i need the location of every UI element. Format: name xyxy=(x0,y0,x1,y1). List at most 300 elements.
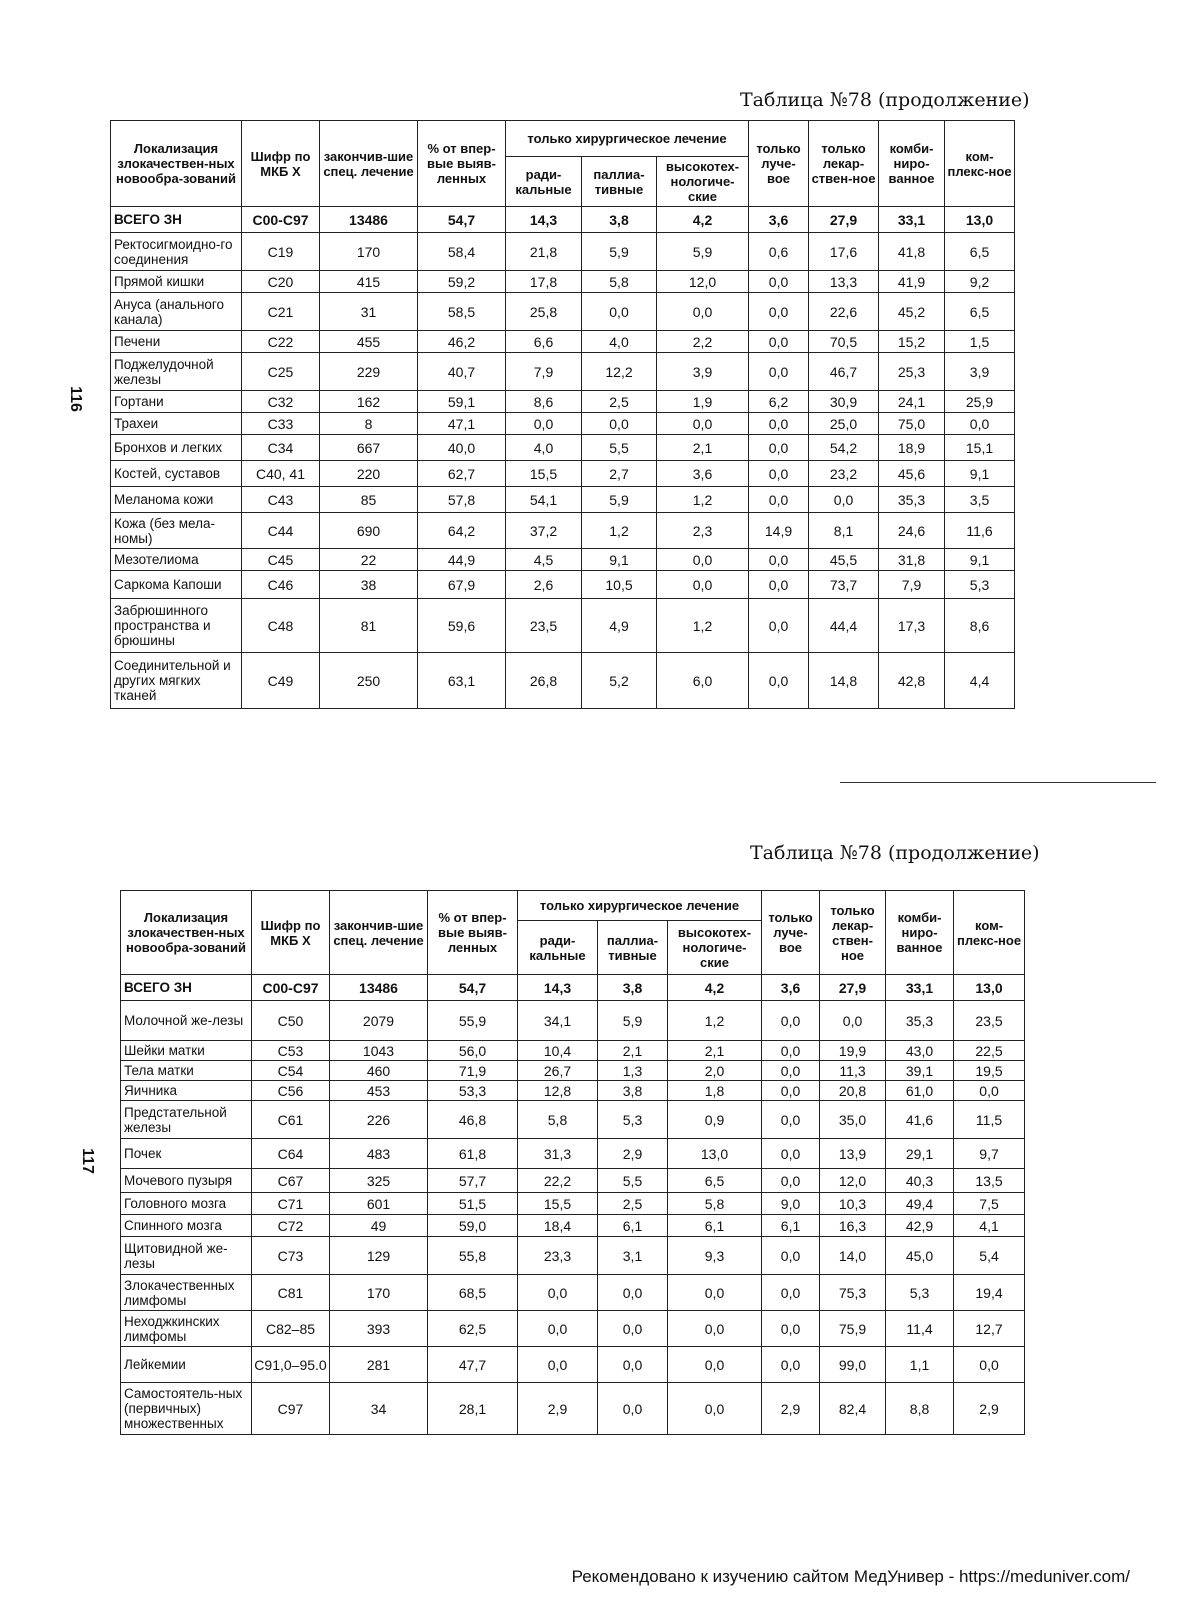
cell-complex: 23,5 xyxy=(954,1001,1025,1041)
cell-radical: 6,6 xyxy=(506,331,582,353)
cell-radical: 15,5 xyxy=(518,1193,598,1215)
cell-localization: Костей, суставов xyxy=(111,461,242,487)
table-row xyxy=(121,1215,1025,1237)
table-row xyxy=(111,271,1015,293)
cell-radical: 34,1 xyxy=(518,1001,598,1041)
header-radical: ради-кальные xyxy=(506,157,582,207)
cell-complex: 3,9 xyxy=(945,353,1015,391)
table-row xyxy=(111,331,1015,353)
cell-localization: Мезотелиома xyxy=(111,549,242,571)
cell-complex: 25,9 xyxy=(945,391,1015,413)
cell-percent: 53,3 xyxy=(428,1081,518,1101)
cell-drug: 30,9 xyxy=(809,391,879,413)
cell-radical: 0,0 xyxy=(518,1275,598,1311)
cell-drug: 14,0 xyxy=(820,1237,886,1275)
header-icd: Шифр по МКБ Х xyxy=(242,121,320,207)
table-row xyxy=(111,487,1015,513)
header-percent: % от впер-вые выяв-ленных xyxy=(418,121,506,207)
table-row xyxy=(121,1193,1025,1215)
cell-radiation: 9,0 xyxy=(762,1193,820,1215)
cell-completed: 129 xyxy=(330,1237,428,1275)
cell-radical: 14,3 xyxy=(506,207,582,233)
cell-localization: Злокачественных лимфомы xyxy=(121,1275,252,1311)
cell-hightech: 4,2 xyxy=(657,207,749,233)
cell-drug: 23,2 xyxy=(809,461,879,487)
cell-radiation: 0,0 xyxy=(762,1101,820,1139)
cell-radiation: 0,0 xyxy=(762,1081,820,1101)
table-row xyxy=(121,1347,1025,1383)
cell-palliative: 6,1 xyxy=(598,1215,668,1237)
cell-radiation: 0,0 xyxy=(749,331,809,353)
cell-combined: 33,1 xyxy=(886,975,954,1001)
cell-completed: 1043 xyxy=(330,1041,428,1061)
cell-combined: 41,8 xyxy=(879,233,945,271)
cell-localization: Бронхов и легких xyxy=(111,435,242,461)
cell-complex: 11,5 xyxy=(954,1101,1025,1139)
cell-completed: 455 xyxy=(320,331,418,353)
cell-combined: 35,3 xyxy=(879,487,945,513)
cell-complex: 5,4 xyxy=(954,1237,1025,1275)
cell-radical: 25,8 xyxy=(506,293,582,331)
table-row xyxy=(111,435,1015,461)
cell-icd: С72 xyxy=(252,1215,330,1237)
table-row xyxy=(121,1169,1025,1193)
table-body xyxy=(111,207,1015,709)
cell-complex: 6,5 xyxy=(945,293,1015,331)
cell-complex: 8,6 xyxy=(945,599,1015,653)
cell-radical: 2,9 xyxy=(518,1383,598,1435)
cell-icd: С00-С97 xyxy=(242,207,320,233)
table-title: Таблица №78 (продолжение) xyxy=(740,89,1030,111)
cell-radical: 2,6 xyxy=(506,571,582,599)
table-body xyxy=(121,975,1025,1435)
cell-palliative: 5,3 xyxy=(598,1101,668,1139)
data-table xyxy=(110,120,1015,709)
cell-radiation: 0,0 xyxy=(749,293,809,331)
cell-percent: 61,8 xyxy=(428,1139,518,1169)
cell-completed: 13486 xyxy=(330,975,428,1001)
cell-complex: 19,4 xyxy=(954,1275,1025,1311)
cell-percent: 64,2 xyxy=(418,513,506,549)
cell-radical: 31,3 xyxy=(518,1139,598,1169)
cell-combined: 75,0 xyxy=(879,413,945,435)
cell-percent: 47,7 xyxy=(428,1347,518,1383)
cell-radiation: 3,6 xyxy=(762,975,820,1001)
cell-radical: 8,6 xyxy=(506,391,582,413)
cell-icd: С48 xyxy=(242,599,320,653)
cell-radical: 4,0 xyxy=(506,435,582,461)
cell-percent: 59,1 xyxy=(418,391,506,413)
cell-completed: 453 xyxy=(330,1081,428,1101)
table-row-total xyxy=(121,975,1025,1001)
cell-combined: 41,6 xyxy=(886,1101,954,1139)
cell-completed: 250 xyxy=(320,653,418,709)
cell-palliative: 5,5 xyxy=(582,435,657,461)
table-row xyxy=(121,1275,1025,1311)
cell-hightech: 0,0 xyxy=(668,1383,762,1435)
cell-localization: Неходжкинских лимфомы xyxy=(121,1311,252,1347)
table-row xyxy=(111,413,1015,435)
cell-drug: 99,0 xyxy=(820,1347,886,1383)
cell-completed: 601 xyxy=(330,1193,428,1215)
cell-percent: 68,5 xyxy=(428,1275,518,1311)
cell-localization: Щитовидной же-лезы xyxy=(121,1237,252,1275)
cell-palliative: 2,5 xyxy=(582,391,657,413)
data-table xyxy=(120,890,1025,1435)
cell-complex: 12,7 xyxy=(954,1311,1025,1347)
cell-drug: 0,0 xyxy=(809,487,879,513)
cell-hightech: 1,9 xyxy=(657,391,749,413)
table-row xyxy=(121,1001,1025,1041)
cell-localization: ВСЕГО ЗН xyxy=(111,207,242,233)
cell-icd: С45 xyxy=(242,549,320,571)
cell-icd: С00-С97 xyxy=(252,975,330,1001)
cell-radiation: 0,0 xyxy=(749,571,809,599)
cell-localization: Предстательной железы xyxy=(121,1101,252,1139)
cell-localization: Меланома кожи xyxy=(111,487,242,513)
cell-combined: 31,8 xyxy=(879,549,945,571)
cell-completed: 226 xyxy=(330,1101,428,1139)
cell-localization: Ректосигмоидно-го соединения xyxy=(111,233,242,271)
cell-hightech: 1,2 xyxy=(657,599,749,653)
cell-percent: 46,8 xyxy=(428,1101,518,1139)
cell-combined: 15,2 xyxy=(879,331,945,353)
cell-radiation: 0,6 xyxy=(749,233,809,271)
cell-percent: 67,9 xyxy=(418,571,506,599)
cell-radical: 14,3 xyxy=(518,975,598,1001)
cell-drug: 13,9 xyxy=(820,1139,886,1169)
footer-note: Рекомендовано к изучению сайтом МедУнивер - https://meduniver.com/ xyxy=(571,1567,1130,1586)
table-row xyxy=(111,653,1015,709)
cell-palliative: 0,0 xyxy=(598,1275,668,1311)
cell-localization: Поджелудочной железы xyxy=(111,353,242,391)
cell-radical: 54,1 xyxy=(506,487,582,513)
cell-complex: 5,3 xyxy=(945,571,1015,599)
cell-completed: 85 xyxy=(320,487,418,513)
cell-radical: 18,4 xyxy=(518,1215,598,1237)
cell-hightech: 5,8 xyxy=(668,1193,762,1215)
cell-radical: 12,8 xyxy=(518,1081,598,1101)
cell-percent: 28,1 xyxy=(428,1383,518,1435)
cell-radiation: 0,0 xyxy=(762,1347,820,1383)
cell-icd: С61 xyxy=(252,1101,330,1139)
cell-complex: 4,1 xyxy=(954,1215,1025,1237)
cell-combined: 17,3 xyxy=(879,599,945,653)
cell-localization: Соединительной и других мягких тканей xyxy=(111,653,242,709)
cell-radical: 5,8 xyxy=(518,1101,598,1139)
cell-icd: С56 xyxy=(252,1081,330,1101)
cell-complex: 11,6 xyxy=(945,513,1015,549)
cell-hightech: 13,0 xyxy=(668,1139,762,1169)
cell-icd: С32 xyxy=(242,391,320,413)
cell-radiation: 0,0 xyxy=(762,1139,820,1169)
cell-icd: С44 xyxy=(242,513,320,549)
cell-drug: 0,0 xyxy=(820,1001,886,1041)
header-drug: только лекар-ствен-ное xyxy=(809,121,879,207)
cell-localization: Самостоятель-ных (первичных) множественных xyxy=(121,1383,252,1435)
table-title: Таблица №78 (продолжение) xyxy=(750,842,1040,864)
cell-radical: 22,2 xyxy=(518,1169,598,1193)
cell-combined: 40,3 xyxy=(886,1169,954,1193)
cell-completed: 13486 xyxy=(320,207,418,233)
cell-drug: 12,0 xyxy=(820,1169,886,1193)
cell-hightech: 6,1 xyxy=(668,1215,762,1237)
cell-icd: С71 xyxy=(252,1193,330,1215)
cell-hightech: 0,9 xyxy=(668,1101,762,1139)
cell-drug: 10,3 xyxy=(820,1193,886,1215)
table-row xyxy=(111,233,1015,271)
cell-radiation: 0,0 xyxy=(749,549,809,571)
cell-percent: 46,2 xyxy=(418,331,506,353)
cell-icd: С53 xyxy=(252,1041,330,1061)
cell-drug: 13,3 xyxy=(809,271,879,293)
cell-palliative: 0,0 xyxy=(582,293,657,331)
table-row xyxy=(121,1061,1025,1081)
table-row xyxy=(111,549,1015,571)
cell-percent: 59,0 xyxy=(428,1215,518,1237)
cell-complex: 22,5 xyxy=(954,1041,1025,1061)
table-row xyxy=(111,461,1015,487)
cell-icd: С21 xyxy=(242,293,320,331)
table-row xyxy=(121,1311,1025,1347)
cell-combined: 43,0 xyxy=(886,1041,954,1061)
table-row xyxy=(111,599,1015,653)
cell-combined: 8,8 xyxy=(886,1383,954,1435)
table-row xyxy=(121,1041,1025,1061)
cell-palliative: 5,8 xyxy=(582,271,657,293)
cell-palliative: 10,5 xyxy=(582,571,657,599)
cell-hightech: 2,2 xyxy=(657,331,749,353)
header-percent: % от впер-вые выяв-ленных xyxy=(428,891,518,975)
cell-completed: 415 xyxy=(320,271,418,293)
cell-radiation: 0,0 xyxy=(749,413,809,435)
cell-palliative: 5,9 xyxy=(598,1001,668,1041)
cell-palliative: 1,3 xyxy=(598,1061,668,1081)
table-row-total xyxy=(111,207,1015,233)
cell-complex: 13,0 xyxy=(945,207,1015,233)
cell-completed: 229 xyxy=(320,353,418,391)
header-icd: Шифр по МКБ Х xyxy=(252,891,330,975)
cell-percent: 57,8 xyxy=(418,487,506,513)
cell-combined: 33,1 xyxy=(879,207,945,233)
cell-drug: 25,0 xyxy=(809,413,879,435)
cell-radiation: 0,0 xyxy=(762,1001,820,1041)
header-palliative: паллиа-тивные xyxy=(582,157,657,207)
cell-complex: 4,4 xyxy=(945,653,1015,709)
cell-completed: 281 xyxy=(330,1347,428,1383)
cell-icd: С49 xyxy=(242,653,320,709)
cell-palliative: 3,8 xyxy=(582,207,657,233)
cell-drug: 20,8 xyxy=(820,1081,886,1101)
cell-completed: 22 xyxy=(320,549,418,571)
cell-localization: Мочевого пузыря xyxy=(121,1169,252,1193)
cell-localization: Кожа (без мела-номы) xyxy=(111,513,242,549)
cell-completed: 220 xyxy=(320,461,418,487)
cell-radical: 23,3 xyxy=(518,1237,598,1275)
cell-combined: 45,2 xyxy=(879,293,945,331)
cell-percent: 54,7 xyxy=(418,207,506,233)
cell-completed: 162 xyxy=(320,391,418,413)
cell-hightech: 0,0 xyxy=(657,549,749,571)
cell-radiation: 0,0 xyxy=(749,599,809,653)
cell-complex: 19,5 xyxy=(954,1061,1025,1081)
cell-percent: 58,5 xyxy=(418,293,506,331)
cell-complex: 9,2 xyxy=(945,271,1015,293)
cell-hightech: 5,9 xyxy=(657,233,749,271)
cell-combined: 39,1 xyxy=(886,1061,954,1081)
cell-icd: С50 xyxy=(252,1001,330,1041)
cell-hightech: 1,2 xyxy=(668,1001,762,1041)
cell-completed: 325 xyxy=(330,1169,428,1193)
header-completed: закончив-шие спец. лечение xyxy=(330,891,428,975)
cell-palliative: 9,1 xyxy=(582,549,657,571)
cell-drug: 73,7 xyxy=(809,571,879,599)
cell-palliative: 5,2 xyxy=(582,653,657,709)
cell-localization: Молочной же-лезы xyxy=(121,1001,252,1041)
table-row xyxy=(111,391,1015,413)
cell-icd: С54 xyxy=(252,1061,330,1081)
cell-radiation: 14,9 xyxy=(749,513,809,549)
cell-combined: 24,6 xyxy=(879,513,945,549)
cell-completed: 31 xyxy=(320,293,418,331)
cell-combined: 61,0 xyxy=(886,1081,954,1101)
cell-combined: 41,9 xyxy=(879,271,945,293)
header-localization: Локализация злокачествен-ных новообра-зований xyxy=(121,891,252,975)
cell-completed: 667 xyxy=(320,435,418,461)
cell-complex: 0,0 xyxy=(954,1347,1025,1383)
cell-radiation: 0,0 xyxy=(749,353,809,391)
cell-drug: 8,1 xyxy=(809,513,879,549)
page-number: 116 xyxy=(66,386,84,412)
cell-combined: 24,1 xyxy=(879,391,945,413)
cell-localization: Почек xyxy=(121,1139,252,1169)
table-row xyxy=(121,1139,1025,1169)
cell-percent: 40,0 xyxy=(418,435,506,461)
cell-completed: 8 xyxy=(320,413,418,435)
cell-combined: 42,8 xyxy=(879,653,945,709)
cell-drug: 75,9 xyxy=(820,1311,886,1347)
cell-complex: 3,5 xyxy=(945,487,1015,513)
cell-localization: Печени xyxy=(111,331,242,353)
cell-icd: С91,0–95.0 xyxy=(252,1347,330,1383)
cell-completed: 2079 xyxy=(330,1001,428,1041)
page-divider xyxy=(840,782,1156,783)
cell-localization: Прямой кишки xyxy=(111,271,242,293)
header-radical: ради-кальные xyxy=(518,921,598,975)
cell-hightech: 3,6 xyxy=(657,461,749,487)
cell-complex: 0,0 xyxy=(954,1081,1025,1101)
cell-completed: 690 xyxy=(320,513,418,549)
header-radiation: только луче-вое xyxy=(749,121,809,207)
cell-complex: 1,5 xyxy=(945,331,1015,353)
cell-percent: 58,4 xyxy=(418,233,506,271)
cell-combined: 42,9 xyxy=(886,1215,954,1237)
cell-hightech: 2,1 xyxy=(668,1041,762,1061)
cell-hightech: 0,0 xyxy=(668,1347,762,1383)
cell-palliative: 2,5 xyxy=(598,1193,668,1215)
cell-hightech: 0,0 xyxy=(668,1275,762,1311)
cell-percent: 40,7 xyxy=(418,353,506,391)
cell-combined: 1,1 xyxy=(886,1347,954,1383)
table-row xyxy=(121,1081,1025,1101)
cell-radical: 23,5 xyxy=(506,599,582,653)
cell-icd: С20 xyxy=(242,271,320,293)
cell-hightech: 1,8 xyxy=(668,1081,762,1101)
cell-radiation: 0,0 xyxy=(749,435,809,461)
cell-percent: 55,8 xyxy=(428,1237,518,1275)
cell-icd: С46 xyxy=(242,571,320,599)
cell-palliative: 1,2 xyxy=(582,513,657,549)
cell-icd: С81 xyxy=(252,1275,330,1311)
cell-localization: Забрюшинного пространства и брюшины xyxy=(111,599,242,653)
cell-hightech: 9,3 xyxy=(668,1237,762,1275)
cell-radiation: 0,0 xyxy=(762,1311,820,1347)
cell-combined: 45,6 xyxy=(879,461,945,487)
cell-localization: Гортани xyxy=(111,391,242,413)
header-combined: комби-ниро-ванное xyxy=(886,891,954,975)
cell-hightech: 1,2 xyxy=(657,487,749,513)
cell-localization: Лейкемии xyxy=(121,1347,252,1383)
cell-drug: 46,7 xyxy=(809,353,879,391)
cell-completed: 38 xyxy=(320,571,418,599)
cell-percent: 71,9 xyxy=(428,1061,518,1081)
cell-completed: 393 xyxy=(330,1311,428,1347)
cell-combined: 35,3 xyxy=(886,1001,954,1041)
cell-percent: 54,7 xyxy=(428,975,518,1001)
cell-drug: 75,3 xyxy=(820,1275,886,1311)
cell-completed: 81 xyxy=(320,599,418,653)
header-surgical-group: только хирургическое лечение xyxy=(518,891,762,921)
page-number: 117 xyxy=(78,1148,96,1174)
cell-radical: 17,8 xyxy=(506,271,582,293)
cell-radical: 7,9 xyxy=(506,353,582,391)
cell-radiation: 0,0 xyxy=(749,271,809,293)
cell-radical: 15,5 xyxy=(506,461,582,487)
cell-hightech: 0,0 xyxy=(657,571,749,599)
cell-hightech: 6,0 xyxy=(657,653,749,709)
cell-complex: 2,9 xyxy=(954,1383,1025,1435)
cell-icd: С25 xyxy=(242,353,320,391)
cell-palliative: 0,0 xyxy=(598,1383,668,1435)
cell-radical: 0,0 xyxy=(518,1347,598,1383)
cell-localization: Тела матки xyxy=(121,1061,252,1081)
cell-completed: 49 xyxy=(330,1215,428,1237)
cell-radical: 0,0 xyxy=(518,1311,598,1347)
header-surgical-group: только хирургическое лечение xyxy=(506,121,749,157)
cell-hightech: 0,0 xyxy=(657,413,749,435)
cell-localization: Саркома Капоши xyxy=(111,571,242,599)
cell-completed: 170 xyxy=(320,233,418,271)
cell-radical: 4,5 xyxy=(506,549,582,571)
cell-localization: Спинного мозга xyxy=(121,1215,252,1237)
cell-complex: 13,5 xyxy=(954,1169,1025,1193)
cell-hightech: 12,0 xyxy=(657,271,749,293)
cell-drug: 16,3 xyxy=(820,1215,886,1237)
cell-percent: 62,7 xyxy=(418,461,506,487)
cell-radiation: 2,9 xyxy=(762,1383,820,1435)
cell-percent: 57,7 xyxy=(428,1169,518,1193)
cell-hightech: 4,2 xyxy=(668,975,762,1001)
cell-icd: С33 xyxy=(242,413,320,435)
cell-radical: 21,8 xyxy=(506,233,582,271)
cell-percent: 47,1 xyxy=(418,413,506,435)
cell-percent: 59,2 xyxy=(418,271,506,293)
cell-radical: 10,4 xyxy=(518,1041,598,1061)
cell-icd: С67 xyxy=(252,1169,330,1193)
cell-radiation: 6,2 xyxy=(749,391,809,413)
cell-localization: Ануса (анального канала) xyxy=(111,293,242,331)
cell-combined: 45,0 xyxy=(886,1237,954,1275)
